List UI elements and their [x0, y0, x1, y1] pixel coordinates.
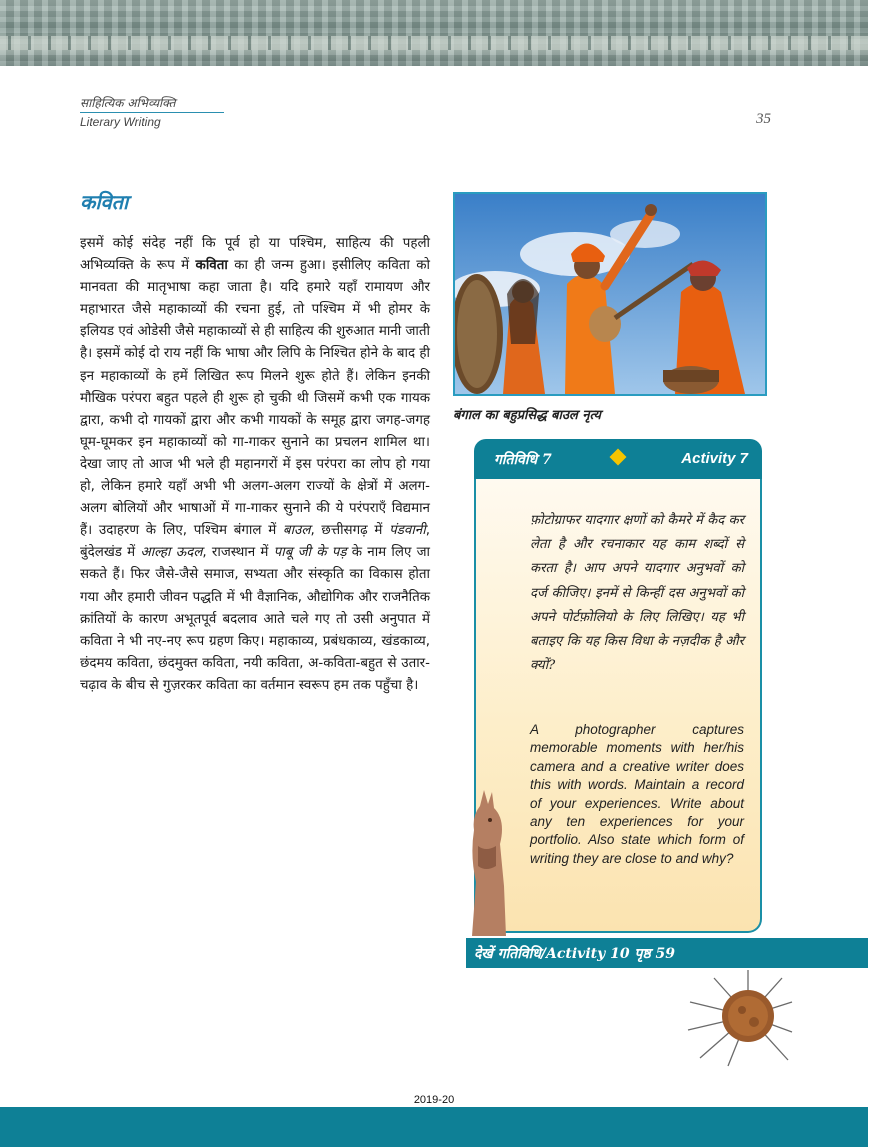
body-paragraph — [80, 233, 430, 697]
baul-dance-photo — [453, 192, 767, 396]
activity-heading-english: Activity 7 — [681, 450, 748, 467]
running-head-rule — [80, 112, 224, 113]
activity-box — [474, 439, 762, 933]
body-italic-alha-udal: आल्हा ऊदल — [140, 545, 203, 561]
cross-reference-bar — [466, 938, 868, 968]
footer-band — [0, 1107, 868, 1147]
body-text-1: इसमें कोई संदेह नहीं कि पूर्व हो या पश्चिम, साहित्य की पहली अभिव्यक्ति के रूप में — [80, 236, 430, 274]
page-number: 35 — [756, 111, 771, 127]
terracotta-horse-image — [466, 786, 510, 936]
cross-reference-text: देखें गतिविधि/Activity 10 पृष्ठ 59 — [474, 946, 676, 962]
body-text-6: के नाम लिए जा सकते हैं। फिर जैसे-जैसे समाज, सभ्यता और संस्कृति का विकास होता गया और हमारी जीवन पद्धति में भी वैज्ञानिक, औद्योगिक और राजनैतिक क्रांतियों के कारण अभूतपूर्व बदलाव आते चले गए तो उसी अनुपात में कविता ने भी नए-नए रूप ग्रहण किए। महाकाव्य, प्रबंधकाव्य, खंडकाव्य, छंदमय कविता, छंदमुक्त कविता, नयी कविता, अ-कविता-बहुत से उतार-चढ़ाव के बीच से गुज़रकर कविता का वर्तमान स्वरूप हम तक पहुँचा है। — [80, 545, 431, 693]
photo-caption: बंगाल का बहुप्रसिद्ध बाउल नृत्य — [453, 408, 601, 423]
activity-header — [474, 439, 762, 479]
diamond-icon — [610, 449, 627, 466]
body-italic-pabu-ji: पाबू जी के पड़ — [273, 545, 347, 561]
activity-text-english: A photographer captures memorable moments with her/his camera and a creative writer does this with words. Maintain a record of your experiences. Write about any ten experiences for your portfolio. Also state which form of writing they are close to and why? — [530, 722, 744, 866]
body-text-4: , बुंदेलखंड में — [80, 523, 430, 561]
section-title: कविता — [80, 190, 129, 214]
body-text-5: , राजस्थान में — [202, 545, 274, 561]
running-head-hindi: साहित्यिक अभिव्यक्ति — [80, 96, 176, 110]
body-text-2: का ही जन्म हुआ। इसीलिए कविता को मानवता की मातृभाषा कहा जाता है। यदि हमारे यहाँ रामायण और महाभारत जैसे महाकाव्यों की रचना हुई, तो पश्चिम में भी होमर के इलियड एवं ओडेसी जैसे महाकाव्यों से ही साहित्य की शुरुआत मानी जाती है। इसमें कोई दो राय नहीं कि भाषा और लिपि के निश्चित होने के बाद ही इन महाकाव्यों के हमें लिखित रूप मिलने शुरू होते हैं। लेकिन इनकी मौखिक परंपरा बहुत पहले ही शुरू हो चुकी थी जिसमें कभी एक गायक द्वारा, कभी दो गायकों द्वारा और कभी गायकों के समूह द्वारा जगह-जगह घूम-घूमकर इन महाकाव्यों को गा-गाकर सुनाने का प्रचलन शामिल था। देखा जाए तो आज भी भले ही महानगरों में इस परंपरा का लोप हो गया हो, लेकिन हमारे यहाँ अभी भी अलग-अलग राज्यों के क्षेत्रों में अलग-अलग बोलियों और भाषाओं में गा-गाकर सुनाने की ये परंपराएँ विद्यमान हैं। उदाहरण के लिए, पश्चिम बंगाल में — [80, 258, 430, 539]
footer-year: 2019-20 — [413, 1094, 455, 1106]
activity-text-hindi: फ़ोटोग्राफर यादगार क्षणों को कैमरे में कैद कर लेता है और रचनाकार यह काम शब्दों से करता है। आप अपने यादगार अनुभवों को दर्ज कीजिए। इनमें से किन्हीं दस अनुभवों को अपने पोर्टफ़ोलियो के लिए लिखिए। यह भी बताइए कि यह किस विधा के नज़दीक है और क्यों? — [530, 513, 744, 674]
body-italic-pandvani: पंडवानी — [389, 523, 426, 539]
body-text-3: , छत्तीसगढ़ में — [310, 523, 390, 539]
body-bold-kavita: कविता — [195, 258, 228, 274]
sun-ornament-image — [684, 968, 794, 1068]
activity-heading-hindi: गतिविधि 7 — [494, 452, 552, 468]
decorative-header-banner — [0, 0, 868, 66]
running-head-english: Literary Writing — [80, 115, 161, 129]
body-italic-baul: बाउल — [282, 523, 311, 539]
page-margin — [868, 0, 883, 1147]
running-head — [80, 94, 224, 129]
